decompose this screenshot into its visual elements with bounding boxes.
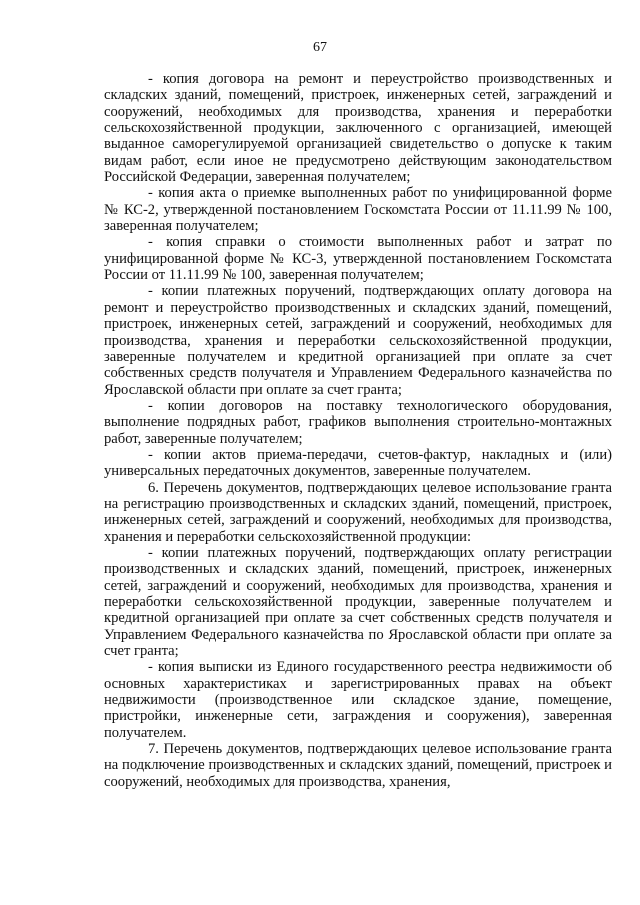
list-item-registry-extract: - копия выписки из Единого государственного реестра недвижимости об основных характеристиках и зарегистрированных правах на объект недвижимости (производственное или складское здание, помещение, пристройки, инженерные сети, заграждения и сооружения), заверенная получателем. — [104, 659, 612, 741]
section-6-heading: 6. Перечень документов, подтверждающих целевое использование гранта на регистрацию производственных и складских зданий, помещений, пристроек, инженерных сетей, заграждений и сооружений, необходимых для производства, хранения и переработки сельскохозяйственной продукции: — [104, 479, 612, 545]
section-7-heading: 7. Перечень документов, подтверждающих целевое использование гранта на подключение производственных и складских зданий, помещений, пристроек и сооружений, необходимых для производства, хранения, — [104, 741, 612, 790]
list-item-supply-contracts: - копии договоров на поставку технологического оборудования, выполнение подрядных работ, графиков выполнения строительно-монтажных работ, заверенные получателем; — [104, 397, 612, 447]
list-item-contract-copy: - копия договора на ремонт и переустройство производственных и складских зданий, помещений, пристроек, инженерных сетей, заграждений и сооружений, необходимых для производства, хранения и переработки сельскохозяйственной продукции, заключенного с организацией, имеющей выданное саморегулируемой организацией свидетельство о допуске к таким видам работ, если иное не предусмотрено действующим законодательством Российской Федерации, заверенная получателем; — [104, 71, 612, 186]
list-item-acceptance-acts: - копии актов приема-передачи, счетов-фактур, накладных и (или) универсальных передаточных документов, заверенные получателем. — [104, 446, 612, 480]
page-number: 67 — [313, 40, 327, 55]
document-body — [104, 71, 612, 790]
list-item-ks2-act: - копия акта о приемке выполненных работ по унифицированной форме № КС-2, утвержденной постановлением Госкомстата России от 11.11.99 № 100, заверенная получателем; — [104, 185, 612, 235]
list-item-ks3-certificate: - копия справки о стоимости выполненных работ и затрат по унифицированной форме № КС-3, утвержденной постановлением Госкомстата России от 11.11.99 № 100, заверенная получателем; — [104, 234, 612, 284]
list-item-payment-orders: - копии платежных поручений, подтверждающих оплату договора на ремонт и переустройство производственных и складских зданий, помещений, пристроек, инженерных сетей, заграждений и сооружений, необходимых для производства, хранения и переработки сельскохозяйственной продукции, заверенные получателем и кредитной организацией при оплате за счет собственных средств получателя и Управлением Федерального казначейства по Ярославской области при оплате за счет гранта; — [104, 283, 612, 398]
list-item-registration-payments: - копии платежных поручений, подтверждающих оплату регистрации производственных и складских зданий, помещений, пристроек, инженерных сетей, заграждений и сооружений, необходимых для производства, хранения и переработки сельскохозяйственной продукции, заверенные получателем и кредитной организацией при оплате за счет собственных средств получателя и Управлением Федерального казначейства по Ярославской области при оплате за счет гранта; — [104, 544, 612, 660]
